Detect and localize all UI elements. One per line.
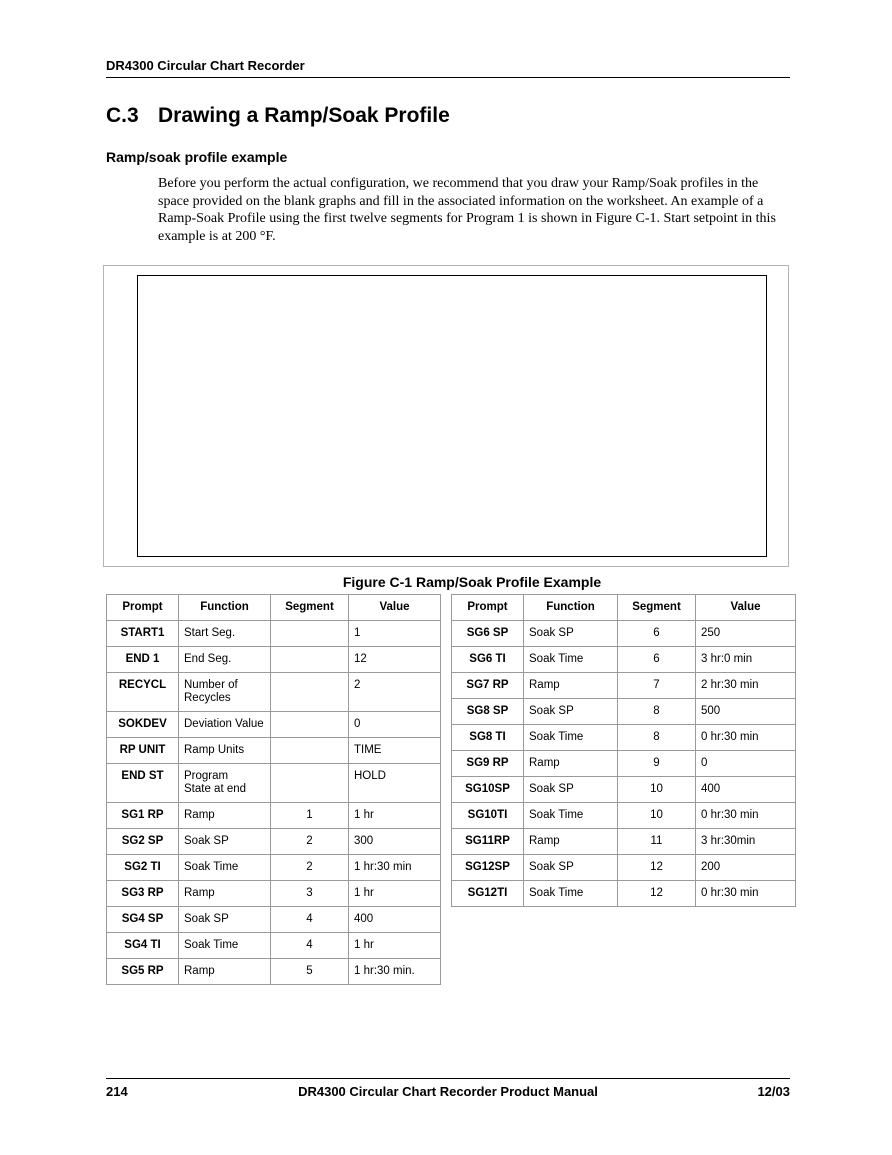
cell-segment: 12 [618,855,696,881]
table-row [452,725,796,751]
table-row [452,881,796,907]
table-header-row [452,595,796,621]
footer-divider [106,1078,790,1079]
intro-paragraph: Before you perform the actual configuration, we recommend that you draw your Ramp/Soak profiles in the space provided on the blank graphs and fill in the associated information on the worksheet. An example of a Ramp-Soak Profile using the first twelve segments for Program 1 is shown in Figure C-1. Start setpoint in this example is at 200 °F. [158,176,776,244]
running-header: DR4300 Circular Chart Recorder [106,58,305,73]
cell-value: 400 [696,777,796,803]
table-row [107,959,441,985]
cell-function: Soak SP [524,777,618,803]
footer-manual-title: DR4300 Circular Chart Recorder Product Manual [298,1084,598,1099]
table-row [107,621,441,647]
cell-prompt: SG8 TI [452,725,524,751]
cell-segment: 5 [271,959,349,985]
cell-prompt: SG9 RP [452,751,524,777]
cell-segment: 4 [271,933,349,959]
cell-value: 1 hr [349,881,441,907]
cell-function: Program State at end [179,764,271,803]
cell-value: 1 hr:30 min. [349,959,441,985]
cell-value: 300 [349,829,441,855]
table-row [452,699,796,725]
cell-prompt: SG4 SP [107,907,179,933]
cell-value: 2 [349,673,441,712]
table-row [107,803,441,829]
column-header-function: Function [179,595,271,621]
cell-prompt: SG7 RP [452,673,524,699]
cell-segment: 7 [618,673,696,699]
cell-function: Soak Time [524,647,618,673]
cell-prompt: SG10TI [452,803,524,829]
cell-value: TIME [349,738,441,764]
cell-value: 3 hr:30min [696,829,796,855]
cell-prompt: SG5 RP [107,959,179,985]
cell-function: Soak Time [524,803,618,829]
cell-segment [271,647,349,673]
cell-segment: 9 [618,751,696,777]
cell-segment: 2 [271,829,349,855]
parameter-table-right [451,594,796,907]
parameter-table-left [106,594,441,985]
cell-prompt: RP UNIT [107,738,179,764]
cell-function: Ramp [179,803,271,829]
cell-prompt: RECYCL [107,673,179,712]
cell-segment [271,673,349,712]
cell-function: Number of Recycles [179,673,271,712]
column-header-segment: Segment [271,595,349,621]
figure-caption: Figure C-1 Ramp/Soak Profile Example [342,574,602,590]
table-row [452,829,796,855]
table-row [452,855,796,881]
column-header-segment: Segment [618,595,696,621]
cell-prompt: SG11RP [452,829,524,855]
cell-value: 0 [696,751,796,777]
cell-prompt: END 1 [107,647,179,673]
cell-value: 0 [349,712,441,738]
subsection-heading: Ramp/soak profile example [106,149,288,165]
cell-value: HOLD [349,764,441,803]
table-row [452,803,796,829]
table-row [452,673,796,699]
cell-value: 1 [349,621,441,647]
cell-function: Soak SP [524,699,618,725]
section-number: C.3 [106,104,139,127]
cell-prompt: SG3 RP [107,881,179,907]
cell-segment: 10 [618,803,696,829]
cell-segment: 8 [618,699,696,725]
cell-prompt: SG12TI [452,881,524,907]
cell-function: Soak Time [179,855,271,881]
cell-segment [271,712,349,738]
cell-prompt: SG2 TI [107,855,179,881]
table-row [452,777,796,803]
table-row [107,738,441,764]
cell-prompt: SG2 SP [107,829,179,855]
column-header-prompt: Prompt [452,595,524,621]
table-row [107,881,441,907]
cell-segment [271,738,349,764]
cell-value: 200 [696,855,796,881]
cell-segment: 12 [618,881,696,907]
table-row [107,673,441,712]
cell-function: Soak Time [524,881,618,907]
cell-value: 1 hr [349,933,441,959]
cell-value: 12 [349,647,441,673]
cell-value: 2 hr:30 min [696,673,796,699]
cell-function: End Seg. [179,647,271,673]
figure-graph-area [137,275,767,557]
cell-function: Deviation Value [179,712,271,738]
table-row [107,647,441,673]
cell-function: Ramp [524,751,618,777]
cell-function: Soak SP [524,621,618,647]
cell-segment: 3 [271,881,349,907]
cell-prompt: SG4 TI [107,933,179,959]
cell-segment: 10 [618,777,696,803]
table-header-row [107,595,441,621]
page-number: 214 [106,1084,128,1099]
cell-prompt: START1 [107,621,179,647]
cell-prompt: SG8 SP [452,699,524,725]
cell-prompt: SG10SP [452,777,524,803]
section-heading [106,104,450,128]
cell-function: Soak SP [524,855,618,881]
table-row [107,907,441,933]
cell-value: 500 [696,699,796,725]
cell-value: 1 hr [349,803,441,829]
cell-value: 250 [696,621,796,647]
cell-prompt: SG6 TI [452,647,524,673]
cell-function: Soak Time [524,725,618,751]
cell-segment: 1 [271,803,349,829]
cell-function: Soak SP [179,829,271,855]
column-header-function: Function [524,595,618,621]
table-row [452,621,796,647]
cell-value: 3 hr:0 min [696,647,796,673]
cell-value: 400 [349,907,441,933]
cell-function: Ramp Units [179,738,271,764]
cell-segment: 6 [618,647,696,673]
table-row [107,764,441,803]
cell-prompt: SOKDEV [107,712,179,738]
column-header-value: Value [696,595,796,621]
cell-prompt: SG1 RP [107,803,179,829]
cell-function: Ramp [524,829,618,855]
column-header-prompt: Prompt [107,595,179,621]
cell-segment: 2 [271,855,349,881]
header-divider [106,77,790,78]
cell-function: Soak Time [179,933,271,959]
table-row [107,855,441,881]
cell-prompt: SG12SP [452,855,524,881]
cell-function: Soak SP [179,907,271,933]
cell-function: Start Seg. [179,621,271,647]
cell-value: 0 hr:30 min [696,881,796,907]
table-row [452,751,796,777]
section-title: Drawing a Ramp/Soak Profile [158,104,450,127]
cell-value: 0 hr:30 min [696,725,796,751]
cell-function: Ramp [179,959,271,985]
cell-segment [271,764,349,803]
cell-value: 1 hr:30 min [349,855,441,881]
cell-segment [271,621,349,647]
cell-prompt: SG6 SP [452,621,524,647]
cell-segment: 6 [618,621,696,647]
table-row [107,712,441,738]
cell-segment: 11 [618,829,696,855]
table-row [107,829,441,855]
cell-segment: 8 [618,725,696,751]
table-row [452,647,796,673]
cell-function: Ramp [524,673,618,699]
cell-prompt: END ST [107,764,179,803]
footer-date: 12/03 [757,1084,790,1099]
cell-segment: 4 [271,907,349,933]
cell-value: 0 hr:30 min [696,803,796,829]
column-header-value: Value [349,595,441,621]
cell-function: Ramp [179,881,271,907]
table-row [107,933,441,959]
